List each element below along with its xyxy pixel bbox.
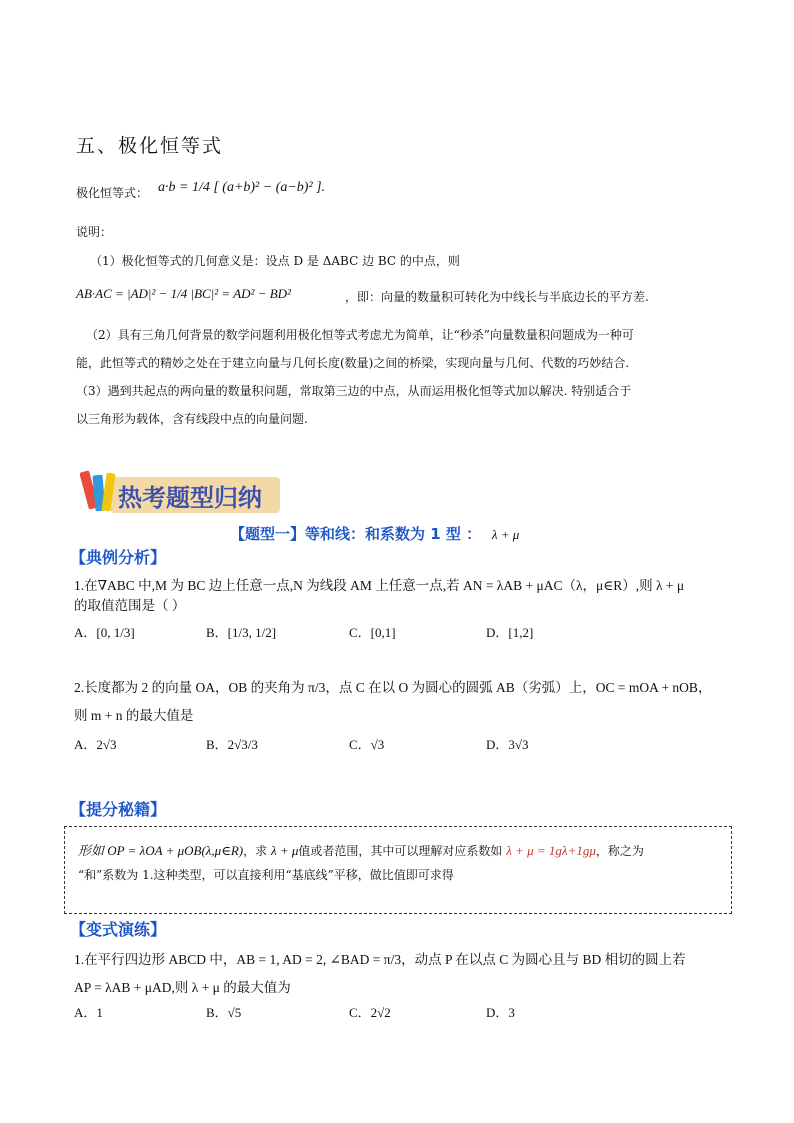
tips-line1-a: 形如 OP = λOA + μOB(λ,μ∈R) <box>78 843 244 858</box>
note1-intro: （1）极化恒等式的几何意义是：设点 D 是 ΔABC 边 BC 的中点，则 <box>90 254 460 268</box>
identity-label: 极化恒等式： <box>76 186 149 200</box>
note3-line2: 以三角形为载体，含有线段中点的向量问题. <box>76 412 308 426</box>
example-q2-line2: 则 m + n 的最大值是 <box>74 708 194 723</box>
example-q1-line2: 的取值范围是（ ） <box>74 598 186 613</box>
tips-line1 <box>78 840 644 859</box>
section-title: 五、极化恒等式 <box>76 135 224 157</box>
type1-title <box>230 523 519 544</box>
note1-formula: AB·AC = |AD|² − 1/4 |BC|² = AD² − BD² <box>76 286 291 301</box>
example-q2-line1: 2.长度都为 2 的向量 OA，OB 的夹角为 π/3，点 C 在以 O 为圆心的圆弧 AB（劣弧）上，OC = mOA + nOB， <box>74 680 712 695</box>
example-q1-line1: 1.在∇ABC 中,M 为 BC 边上任意一点,N 为线段 AM 上任意一点,若 AN = λAB + μAC（λ，μ∈R）,则 λ + μ <box>74 578 685 593</box>
type1-formula: λ + μ <box>491 527 520 542</box>
variant-heading: 【变式演练】 <box>70 920 167 939</box>
variant-q1-option-a: A．1 <box>74 1005 103 1020</box>
pencil-icon <box>80 470 116 511</box>
note2-line1: （2）具有三角几何背景的数学问题利用极化恒等式考虑尤为简单，让“秒杀”向量数量积问题成为一种可 <box>86 328 634 342</box>
variant-q1-line1: 1.在平行四边形 ABCD 中，AB = 1, AD = 2, ∠BAD = π/3，动点 P 在以点 C 为圆心且与 BD 相切的圆上若 <box>74 952 686 967</box>
hot-title: 热考题型归纳 <box>118 484 262 512</box>
tips-line1-e: λ + μ = 1gλ+1gμ <box>506 843 596 858</box>
example-q2-option-c: C．√3 <box>349 737 385 752</box>
note2-line2: 能，此恒等式的精妙之处在于建立向量与几何长度(数量)之间的桥梁，实现向量与几何、代数的巧妙结合. <box>76 356 630 370</box>
example-q1-option-a: A．[0, 1/3] <box>74 625 135 640</box>
example-q2-option-a: A．2√3 <box>74 737 117 752</box>
identity-formula: a·b = 1/4 [ (a+b)² − (a−b)² ]. <box>158 180 326 195</box>
variant-q1-option-d: D．3 <box>486 1005 515 1020</box>
tips-line2: “和”系数为 1.这种类型，可以直接利用“基底线”平移，做比值即可求得 <box>78 868 454 882</box>
type1-title-text: 【题型一】等和线：和系数为 1 型 ： <box>230 525 482 543</box>
note3-line1: （3）遇到共起点的两向量的数量积问题，常取第三边的中点，从而运用极化恒等式加以解决. 特别适合于 <box>76 384 632 398</box>
tips-heading: 【提分秘籍】 <box>70 800 167 819</box>
example-q1-option-c: C．[0,1] <box>349 625 396 640</box>
variant-q1-line2: AP = λAB + μAD,则 λ + μ 的最大值为 <box>74 980 291 995</box>
example-q2-option-d: D．3√3 <box>486 737 529 752</box>
example-q1-option-b: B．[1/3, 1/2] <box>206 625 277 640</box>
variant-q1-option-b: B．√5 <box>206 1005 242 1020</box>
example-q2-option-b: B．2√3/3 <box>206 737 258 752</box>
note1-tail: ，即：向量的数量积可转化为中线长与半底边长的平方差. <box>345 290 649 304</box>
example-heading: 【典例分析】 <box>70 548 167 567</box>
notes-heading: 说明： <box>76 225 113 239</box>
variant-q1-option-c: C．2√2 <box>349 1005 391 1020</box>
tips-line1-d: 值或者范围，其中可以理解对应系数如 <box>298 844 503 858</box>
tips-line1-c: λ + μ <box>270 843 299 858</box>
tips-line1-f: ，称之为 <box>595 844 644 858</box>
tips-line1-b: ，求 <box>243 844 268 858</box>
example-q1-option-d: D．[1,2] <box>486 625 534 640</box>
